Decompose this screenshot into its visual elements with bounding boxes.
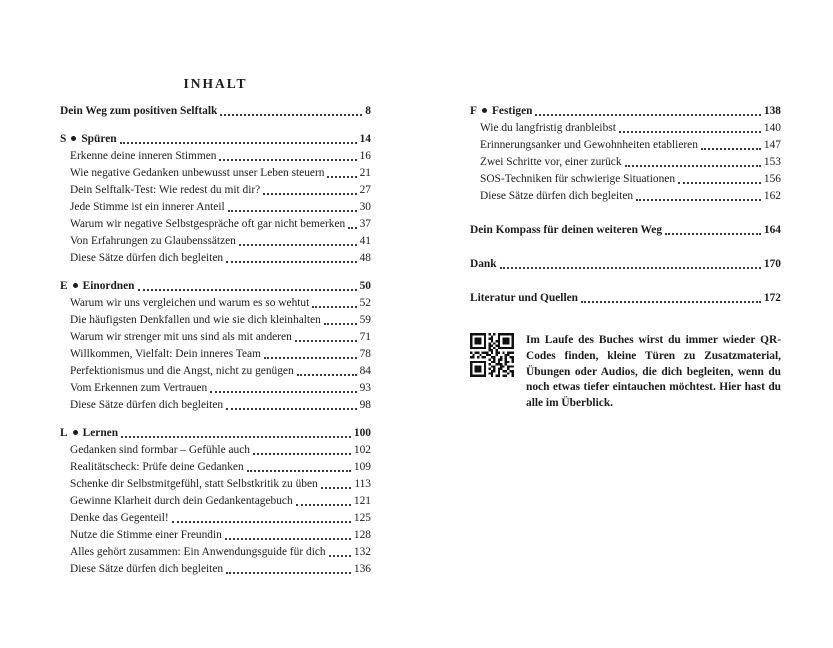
dot-leader bbox=[581, 301, 761, 303]
toc-entry-page: 109 bbox=[353, 461, 371, 473]
dot-leader bbox=[220, 114, 362, 116]
section-letter: E bbox=[60, 280, 68, 292]
toc-entry-label: Von Erfahrungen zu Glaubenssätzen bbox=[70, 235, 236, 247]
toc-entry-page: 78 bbox=[359, 348, 371, 360]
toc-entry-label: Diese Sätze dürfen dich begleiten bbox=[70, 399, 224, 411]
toc-subentry-row bbox=[60, 510, 371, 527]
toc-subentry-row bbox=[60, 148, 371, 165]
toc-entry-label: Diese Sätze dürfen dich begleiten bbox=[70, 563, 224, 575]
toc-entry-page: 50 bbox=[359, 280, 371, 292]
toc-entry-label: Gedanken sind formbar – Gefühle auch bbox=[70, 444, 250, 456]
toc-subentry-row bbox=[60, 459, 371, 476]
toc-subentry-row bbox=[470, 137, 781, 154]
toc-entry-label bbox=[60, 425, 118, 442]
toc-subentry-row bbox=[60, 544, 371, 561]
page-title: INHALT bbox=[183, 76, 248, 91]
toc-entry-page: 170 bbox=[763, 258, 781, 270]
toc-entry-label: SOS-Techniken für schwierige Situationen bbox=[480, 173, 676, 185]
toc-entry-label: Wie du langfristig dranbleibst bbox=[480, 122, 616, 134]
dot-leader bbox=[226, 408, 357, 410]
dot-leader bbox=[253, 453, 351, 455]
toc-entry-label bbox=[60, 278, 135, 295]
toc-entry-page: 153 bbox=[763, 156, 781, 168]
dot-leader bbox=[228, 210, 357, 212]
toc-entry-page: 128 bbox=[353, 529, 371, 541]
qr-note-text: Im Laufe des Buches wirst du immer wieder QR-Codes finden, kleine Türen zu Zusatzmaterial, Übungen oder Audios, die dich begleiten, wenn du noch etwas tiefer eintauchen möchtest. Hier hast du alle im Überblick. bbox=[526, 334, 781, 410]
toc-subentry-row bbox=[60, 442, 371, 459]
toc-subentry-row bbox=[470, 154, 781, 171]
toc-subentry-row bbox=[60, 216, 371, 233]
toc-subentry-row bbox=[60, 561, 371, 578]
toc-column-right bbox=[470, 103, 781, 412]
toc-entry-page: 132 bbox=[353, 546, 371, 558]
toc-entry-label: Dank bbox=[470, 258, 497, 270]
toc-subentry-row bbox=[60, 397, 371, 414]
dot-leader bbox=[264, 357, 357, 359]
dot-leader bbox=[329, 555, 351, 557]
section-name: Lernen bbox=[82, 427, 119, 439]
toc-entry-page: 14 bbox=[359, 133, 371, 145]
dot-leader bbox=[619, 131, 761, 133]
section-letter: L bbox=[60, 427, 68, 439]
bullet-icon bbox=[71, 136, 76, 141]
dot-leader bbox=[226, 261, 357, 263]
toc-entry-label: Die häufigsten Denkfallen und wie sie dich kleinhalten bbox=[70, 314, 321, 326]
toc-entry-page: 156 bbox=[763, 173, 781, 185]
section-letter: S bbox=[60, 133, 67, 145]
toc-subentry-row bbox=[60, 233, 371, 250]
toc-entry-label: Warum wir uns vergleichen und warum es so wehtut bbox=[70, 297, 310, 309]
dot-leader bbox=[120, 142, 357, 144]
toc-entry-page: 52 bbox=[359, 297, 371, 309]
dot-leader bbox=[247, 470, 351, 472]
bullet-icon bbox=[73, 283, 78, 288]
toc-subentry-row bbox=[60, 380, 371, 397]
toc-entry-page: 27 bbox=[359, 184, 371, 196]
toc-entry-label: Literatur und Quellen bbox=[470, 292, 579, 304]
toc-entry-label: Alles gehört zusammen: Ein Anwendungsguide für dich bbox=[70, 546, 326, 558]
section-name: Spüren bbox=[81, 133, 117, 145]
toc-subentry-row bbox=[470, 188, 781, 205]
bullet-icon bbox=[73, 430, 78, 435]
dot-leader bbox=[239, 244, 357, 246]
toc-chapter-row bbox=[470, 222, 781, 239]
toc-entry-label: Diese Sätze dürfen dich begleiten bbox=[70, 252, 224, 264]
dot-leader bbox=[500, 267, 761, 269]
dot-leader bbox=[665, 233, 761, 235]
toc-entry-label bbox=[470, 103, 532, 120]
toc-subentry-row bbox=[60, 295, 371, 312]
toc-section-row bbox=[60, 278, 371, 295]
toc-entry-label: Willkommen, Vielfalt: Dein inneres Team bbox=[70, 348, 261, 360]
dot-leader bbox=[636, 199, 761, 201]
dot-leader bbox=[324, 323, 357, 325]
toc-entry-page: 138 bbox=[763, 105, 781, 117]
toc-section-row bbox=[60, 131, 371, 148]
toc-entry-label: Diese Sätze dürfen dich begleiten bbox=[480, 190, 634, 202]
toc-entry-page: 37 bbox=[359, 218, 371, 230]
dot-leader bbox=[678, 182, 761, 184]
toc-entry-label: Nutze die Stimme einer Freundin bbox=[70, 529, 222, 541]
toc-chapter-row bbox=[470, 290, 781, 307]
dot-leader bbox=[535, 114, 760, 116]
toc-entry-label: Wie negative Gedanken unbewusst unser Leben steuern bbox=[70, 167, 325, 179]
dot-leader bbox=[296, 504, 351, 506]
toc-entry-label: Realitätscheck: Prüfe deine Gedanken bbox=[70, 461, 244, 473]
section-name: Festigen bbox=[491, 105, 533, 117]
toc-entry-page: 140 bbox=[763, 122, 781, 134]
toc-entry-page: 136 bbox=[353, 563, 371, 575]
toc-entry-page: 102 bbox=[353, 444, 371, 456]
toc-entry-label: Jede Stimme ist ein innerer Anteil bbox=[70, 201, 225, 213]
toc-entry-page: 162 bbox=[763, 190, 781, 202]
toc-entry-page: 59 bbox=[359, 314, 371, 326]
toc-subentry-row bbox=[470, 120, 781, 137]
toc-subentry-row bbox=[60, 527, 371, 544]
toc-entry-page: 41 bbox=[359, 235, 371, 247]
toc-entry-page: 164 bbox=[763, 224, 781, 236]
toc-entry-label: Perfektionismus und die Angst, nicht zu genügen bbox=[70, 365, 294, 377]
toc-subentry-row bbox=[60, 476, 371, 493]
dot-leader bbox=[295, 340, 357, 342]
dot-leader bbox=[701, 148, 761, 150]
toc-section-row bbox=[470, 103, 781, 120]
toc-subentry-row bbox=[60, 493, 371, 510]
toc-entry-label: Dein Weg zum positiven Selftalk bbox=[60, 105, 218, 117]
toc-subentry-row bbox=[60, 363, 371, 380]
dot-leader bbox=[312, 306, 356, 308]
dot-leader bbox=[625, 165, 761, 167]
dot-leader bbox=[327, 176, 356, 178]
toc-subentry-row bbox=[470, 171, 781, 188]
dot-leader bbox=[226, 572, 351, 574]
toc-entry-label: Erkenne deine inneren Stimmen bbox=[70, 150, 217, 162]
toc-entry-page: 93 bbox=[359, 382, 371, 394]
toc-column-left bbox=[60, 103, 371, 578]
toc-entry-label: Erinnerungsanker und Gewohnheiten etablieren bbox=[480, 139, 698, 151]
dot-leader bbox=[263, 193, 356, 195]
toc-chapter-row bbox=[470, 256, 781, 273]
toc-entry-page: 8 bbox=[365, 105, 371, 117]
toc-entry-page: 100 bbox=[353, 427, 371, 439]
qr-code-icon bbox=[470, 333, 514, 377]
toc-entry-label: Warum wir strenger mit uns sind als mit anderen bbox=[70, 331, 292, 343]
dot-leader bbox=[219, 159, 356, 161]
toc-entry-page: 48 bbox=[359, 252, 371, 264]
toc-subentry-row bbox=[60, 329, 371, 346]
toc-section-row bbox=[60, 425, 371, 442]
section-name: Einordnen bbox=[82, 280, 135, 292]
toc-entry-page: 125 bbox=[353, 512, 371, 524]
toc-entry-label: Gewinne Klarheit durch dein Gedankentagebuch bbox=[70, 495, 293, 507]
dot-leader bbox=[348, 227, 356, 229]
toc-subentry-row bbox=[60, 250, 371, 267]
toc-entry-page: 30 bbox=[359, 201, 371, 213]
toc-subentry-row bbox=[60, 182, 371, 199]
toc-entry-label: Denke das Gegenteil! bbox=[70, 512, 169, 524]
toc-entry-label bbox=[60, 131, 117, 148]
dot-leader bbox=[121, 436, 351, 438]
bullet-icon bbox=[482, 108, 487, 113]
qr-note-block bbox=[470, 333, 781, 412]
toc-entry-page: 84 bbox=[359, 365, 371, 377]
toc-entry-page: 71 bbox=[359, 331, 371, 343]
toc-entry-label: Vom Erkennen zum Vertrauen bbox=[70, 382, 208, 394]
toc-entry-page: 113 bbox=[354, 478, 371, 490]
toc-subentry-row bbox=[60, 165, 371, 182]
toc-subentry-row bbox=[60, 312, 371, 329]
toc-subentry-row bbox=[60, 199, 371, 216]
toc-entry-page: 98 bbox=[359, 399, 371, 411]
toc-entry-label: Dein Kompass für deinen weiteren Weg bbox=[470, 224, 663, 236]
toc-entry-label: Zwei Schritte vor, einer zurück bbox=[480, 156, 622, 168]
dot-leader bbox=[172, 521, 351, 523]
toc-entry-page: 121 bbox=[353, 495, 371, 507]
toc-entry-page: 147 bbox=[763, 139, 781, 151]
toc-chapter-row bbox=[60, 103, 371, 120]
dot-leader bbox=[138, 289, 357, 291]
toc-subentry-row bbox=[60, 346, 371, 363]
toc-entry-label: Schenke dir Selbstmitgefühl, statt Selbstkritik zu üben bbox=[70, 478, 318, 490]
toc-entry-label: Dein Selftalk-Test: Wie redest du mit dir? bbox=[70, 184, 261, 196]
dot-leader bbox=[225, 538, 351, 540]
dot-leader bbox=[210, 391, 356, 393]
section-letter: F bbox=[470, 105, 477, 117]
toc-entry-label: Warum wir negative Selbstgespräche oft gar nicht bemerken bbox=[70, 218, 346, 230]
dot-leader bbox=[321, 487, 352, 489]
dot-leader bbox=[297, 374, 357, 376]
toc-entry-page: 21 bbox=[359, 167, 371, 179]
toc-entry-page: 172 bbox=[763, 292, 781, 304]
toc-entry-page: 16 bbox=[359, 150, 371, 162]
